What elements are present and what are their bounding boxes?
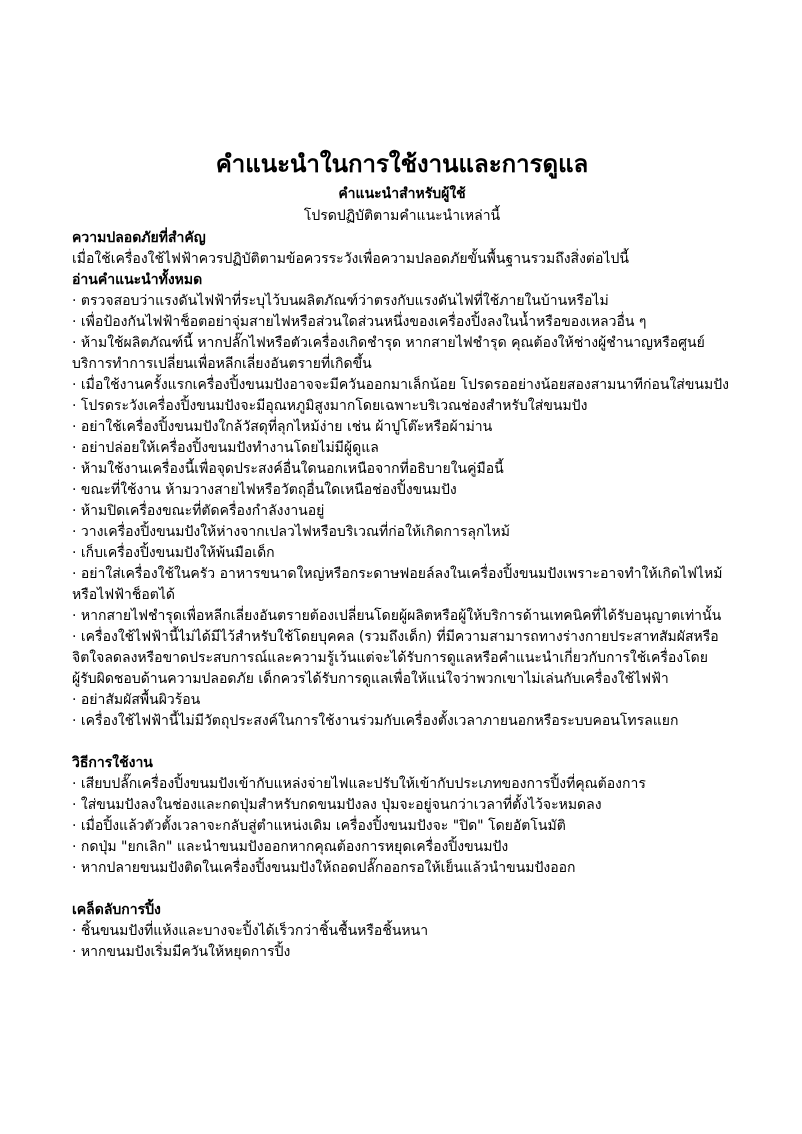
safety-intro-text: เมื่อใช้เครื่องใช้ไฟฟ้าควรปฏิบัติตามข้อควรระวังเพื่อความปลอดภัยขั้นพื้นฐานรวมถึงสิ่งต่อไปนี้ (72, 251, 629, 267)
usage-heading: วิธีการใช้งาน (72, 755, 153, 771)
safety-item: · อย่าใส่เครื่องใช้ในครัว อาหารขนาดใหญ่หรือกระดาษฟอยล์ลงในเครื่องปิ้งขนมปังเพราะอาจทำให้เกิดไฟไหม้หรือไฟฟ้าช็อตได้ (72, 566, 723, 603)
usage-item: · เมื่อปิ้งแล้วตัวตั้งเวลาจะกลับสู่ตำแหน่งเดิม เครื่องปิ้งขนมปังจะ "ปิด" โดยอัตโนมัติ (72, 818, 566, 834)
document-subtitle: คำแนะนำสำหรับผู้ใช้ (338, 186, 466, 202)
read-all-heading: อ่านคำแนะนำทั้งหมด (72, 272, 203, 288)
usage-list (72, 774, 732, 879)
safety-item: · ตรวจสอบว่าแรงดันไฟฟ้าที่ระบุไว้บนผลิตภัณฑ์ว่าตรงกับแรงดันไฟที่ใช้ภายในบ้านหรือไม่ (72, 293, 609, 309)
safety-list (72, 291, 732, 732)
usage-item: · เสียบปลั๊กเครื่องปิ้งขนมปังเข้ากับแหล่งจ่ายไฟและปรับให้เข้ากับประเภทของการปิ้งที่คุณต้องการ (72, 776, 646, 792)
safety-item: · ห้ามใช้ผลิตภัณฑ์นี้ หากปลั๊กไฟหรือตัวเครื่องเกิดชำรุด หากสายไฟชำรุด คุณต้องให้ช่างผู้ชำนาญหรือศูนย์บริการทำการเปลี่ยนเพื่อหลีกเลี่ยงอันตรายที่เกิดขึ้น (72, 335, 705, 372)
safety-item: · เมื่อใช้งานครั้งแรกเครื่องปิ้งขนมปังอาจจะมีควันออกมาเล็กน้อย โปรดรออย่างน้อยสองสามนาทีก่อนใส่ขนมปัง (72, 377, 729, 393)
section-spacer (72, 732, 732, 753)
tips-list (72, 921, 732, 963)
safety-item: · เพื่อป้องกันไฟฟ้าช็อตอย่าจุ่มสายไฟหรือส่วนใดส่วนหนึ่งของเครื่องปิ้งลงในน้ำหรือของเหลวอื่น ๆ (72, 314, 647, 330)
safety-item: · อย่าสัมผัสพื้นผิวร้อน (72, 692, 201, 708)
document-intro: โปรดปฏิบัติตามคำแนะนำเหล่านี้ (303, 208, 501, 224)
section-spacer (72, 879, 732, 900)
tips-heading: เคล็ดลับการปิ้ง (72, 902, 161, 918)
safety-section (72, 228, 732, 732)
safety-item: · ขณะที่ใช้งาน ห้ามวางสายไฟหรือวัตถุอื่นใดเหนือช่องปิ้งขนมปัง (72, 482, 457, 498)
safety-item: · อย่าปล่อยให้เครื่องปิ้งขนมปังทำงานโดยไม่มีผู้ดูแล (72, 440, 379, 456)
safety-item: · โปรดระวังเครื่องปิ้งขนมปังจะมีอุณหภูมิสูงมากโดยเฉพาะบริเวณช่องสำหรับใส่ขนมปัง (72, 398, 588, 414)
tips-item: · ชิ้นขนมปังที่แห้งและบางจะปิ้งได้เร็วกว่าชิ้นชื้นหรือชิ้นหนา (72, 923, 429, 939)
safety-item: · เครื่องใช้ไฟฟ้านี้ไม่มีวัตถุประสงค์ในการใช้งานร่วมกับเครื่องตั้งเวลาภายนอกหรือระบบคอนโทรลแยก (72, 713, 679, 729)
safety-item: · หากสายไฟชำรุดเพื่อหลีกเลี่ยงอันตรายต้องเปลี่ยนโดยผู้ผลิตหรือผู้ให้บริการด้านเทคนิคที่ได้รับอนุญาตเท่านั้น (72, 608, 722, 624)
safety-heading: ความปลอดภัยที่สำคัญ (72, 230, 206, 246)
usage-section (72, 753, 732, 879)
safety-item: · วางเครื่องปิ้งขนมปังให้ห่างจากเปลวไฟหรือบริเวณที่ก่อให้เกิดการลุกไหม้ (72, 524, 510, 540)
tips-section (72, 900, 732, 963)
safety-item: · ห้ามปิดเครื่องขณะที่ตัดครื่องกำลังงานอยู่ (72, 503, 325, 519)
safety-item: · เครื่องใช้ไฟฟ้านี้ไม่ได้มีไว้สำหรับใช้โดยบุคคล (รวมถึงเด็ก) ที่มีความสามารถทางร่างกายประสาทสัมผัสหรือจิตใจลดลงหรือขาดประสบการณ์และความรู้เว้นแต่จะได้รับการดูแลหรือคำแนะนำเกี่ยวกับการใช้เครื่องโดยผู้รับผิดชอบด้านความปลอดภัย เด็กควรได้รับการดูแลเพื่อให้แน่ใจว่าพวกเขาไม่เล่นกับเครื่องใช้ไฟฟ้า (72, 629, 719, 687)
usage-item: · หากปลายขนมปังติดในเครื่องปิ้งขนมปังให้ถอดปลั๊กออกรอให้เย็นแล้วนำขนมปังออก (72, 860, 576, 876)
usage-item: · ใส่ขนมปังลงในช่องและกดปุ่มสำหรับกดขนมปังลง ปุ่มจะอยู่จนกว่าเวลาที่ตั้งไว้จะหมดลง (72, 797, 602, 813)
safety-item: · ห้ามใช้งานเครื่องนี้เพื่อจุดประสงค์อื่นใดนอกเหนือจากที่อธิบายในคู่มือนี้ (72, 461, 504, 477)
safety-item: · อย่าใช้เครื่องปิ้งขนมปังใกล้วัสดุที่ลุกไหม้ง่าย เช่น ผ้าปูโต๊ะหรือผ้าม่าน (72, 419, 493, 435)
safety-item: · เก็บเครื่องปิ้งขนมปังให้พ้นมือเด็ก (72, 545, 275, 561)
tips-item: · หากขนมปังเริ่มมีควันให้หยุดการปิ้ง (72, 944, 291, 960)
usage-item: · กดปุ่ม "ยกเลิก" และนำขนมปังออกหากคุณต้องการหยุดเครื่องปิ้งขนมปัง (72, 839, 509, 855)
document-title: คำแนะนำในการใช้งานและการดูแล (215, 150, 589, 178)
